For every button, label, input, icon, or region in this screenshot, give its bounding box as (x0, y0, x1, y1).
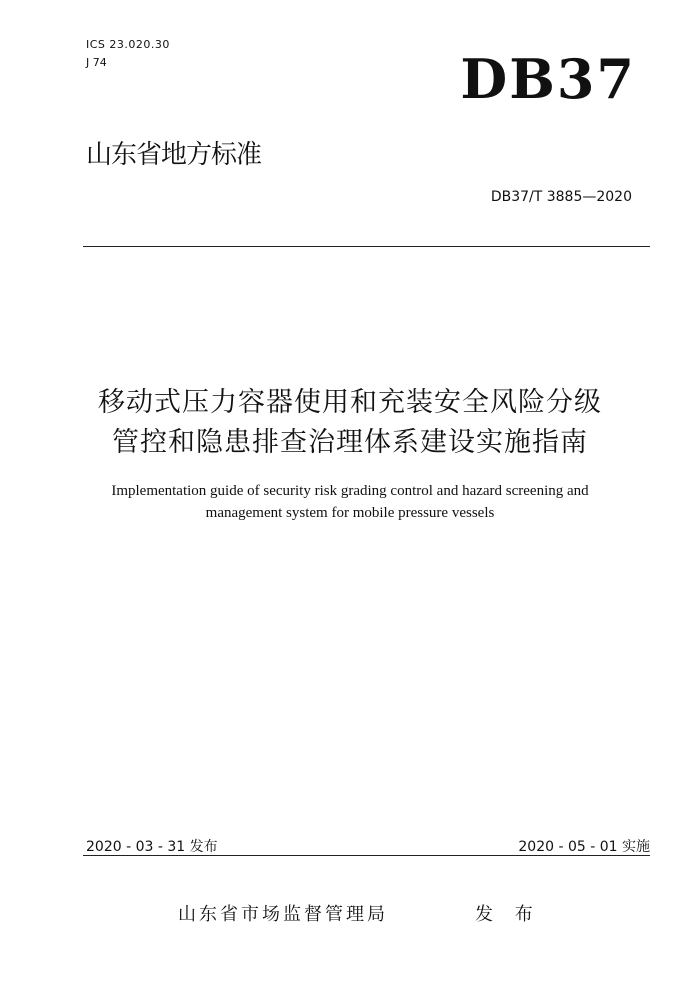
header-divider (83, 246, 650, 247)
implementation-date: 2020 - 05 - 01 实施 (518, 839, 650, 855)
issue-label: 发 布 (475, 904, 541, 925)
standard-mark: DB37 (460, 47, 636, 111)
title-english-line-2: management system for mobile pressure vessels (205, 505, 495, 521)
ics-code: ICS 23.020.30 (86, 38, 170, 51)
title-chinese-line-1: 移动式压力容器使用和充装安全风险分级 (98, 387, 602, 418)
title-english-line-1: Implementation guide of security risk grading control and hazard screening and (111, 483, 589, 499)
issuing-authority: 山东省市场监督管理局 (178, 904, 388, 925)
standard-category: 山东省地方标准 (86, 140, 262, 170)
classification-code: J 74 (86, 56, 107, 69)
standard-number: DB37/T 3885—2020 (490, 189, 632, 205)
title-chinese-line-2: 管控和隐患排查治理体系建设实施指南 (112, 427, 588, 458)
issue-date: 2020 - 03 - 31 发布 (86, 839, 218, 855)
footer-divider (83, 855, 650, 856)
